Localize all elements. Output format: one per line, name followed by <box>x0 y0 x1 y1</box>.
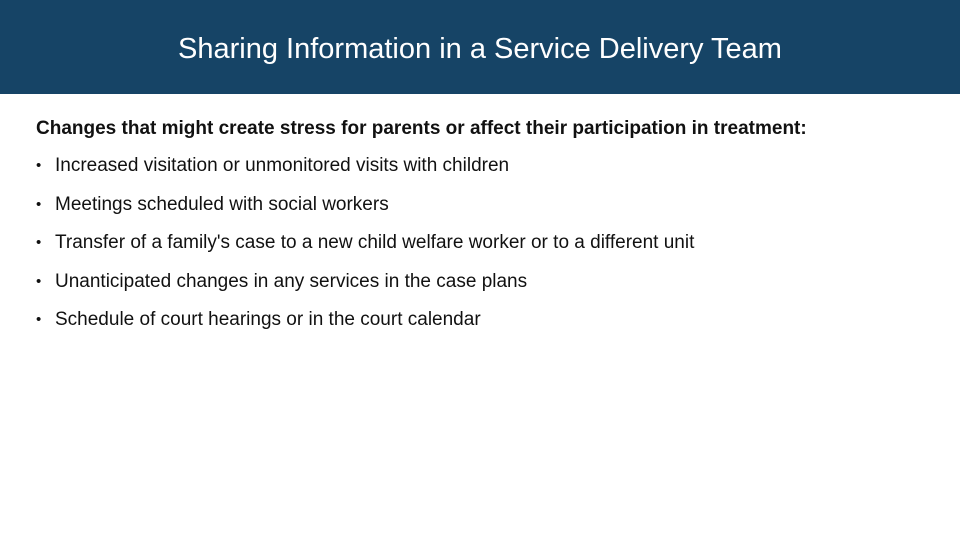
bullet-text: Unanticipated changes in any services in the case plans <box>55 270 528 292</box>
bullet-text: Transfer of a family's case to a new child welfare worker or to a different unit <box>55 232 695 253</box>
list-item <box>36 194 936 216</box>
list-item <box>36 309 936 331</box>
slide-content <box>36 115 936 348</box>
bullet-icon: • <box>36 157 42 174</box>
list-item <box>36 155 936 177</box>
list-item <box>36 271 936 293</box>
bullet-icon: • <box>36 311 42 328</box>
intro-text: Changes that might create stress for parents or affect their participation in treatment: <box>36 118 807 139</box>
bullet-icon: • <box>36 195 42 213</box>
bullet-text: Schedule of court hearings or in the court calendar <box>55 309 481 330</box>
bullet-list <box>36 155 936 331</box>
bullet-icon: • <box>36 234 42 251</box>
bullet-text: Meetings scheduled with social workers <box>55 193 389 215</box>
bullet-text: Increased visitation or unmonitored visits with children <box>55 155 510 176</box>
bullet-icon: • <box>36 272 42 290</box>
slide-title: Sharing Information in a Service Delivery Team <box>178 33 782 65</box>
list-item <box>36 232 936 254</box>
title-bar <box>0 0 960 94</box>
